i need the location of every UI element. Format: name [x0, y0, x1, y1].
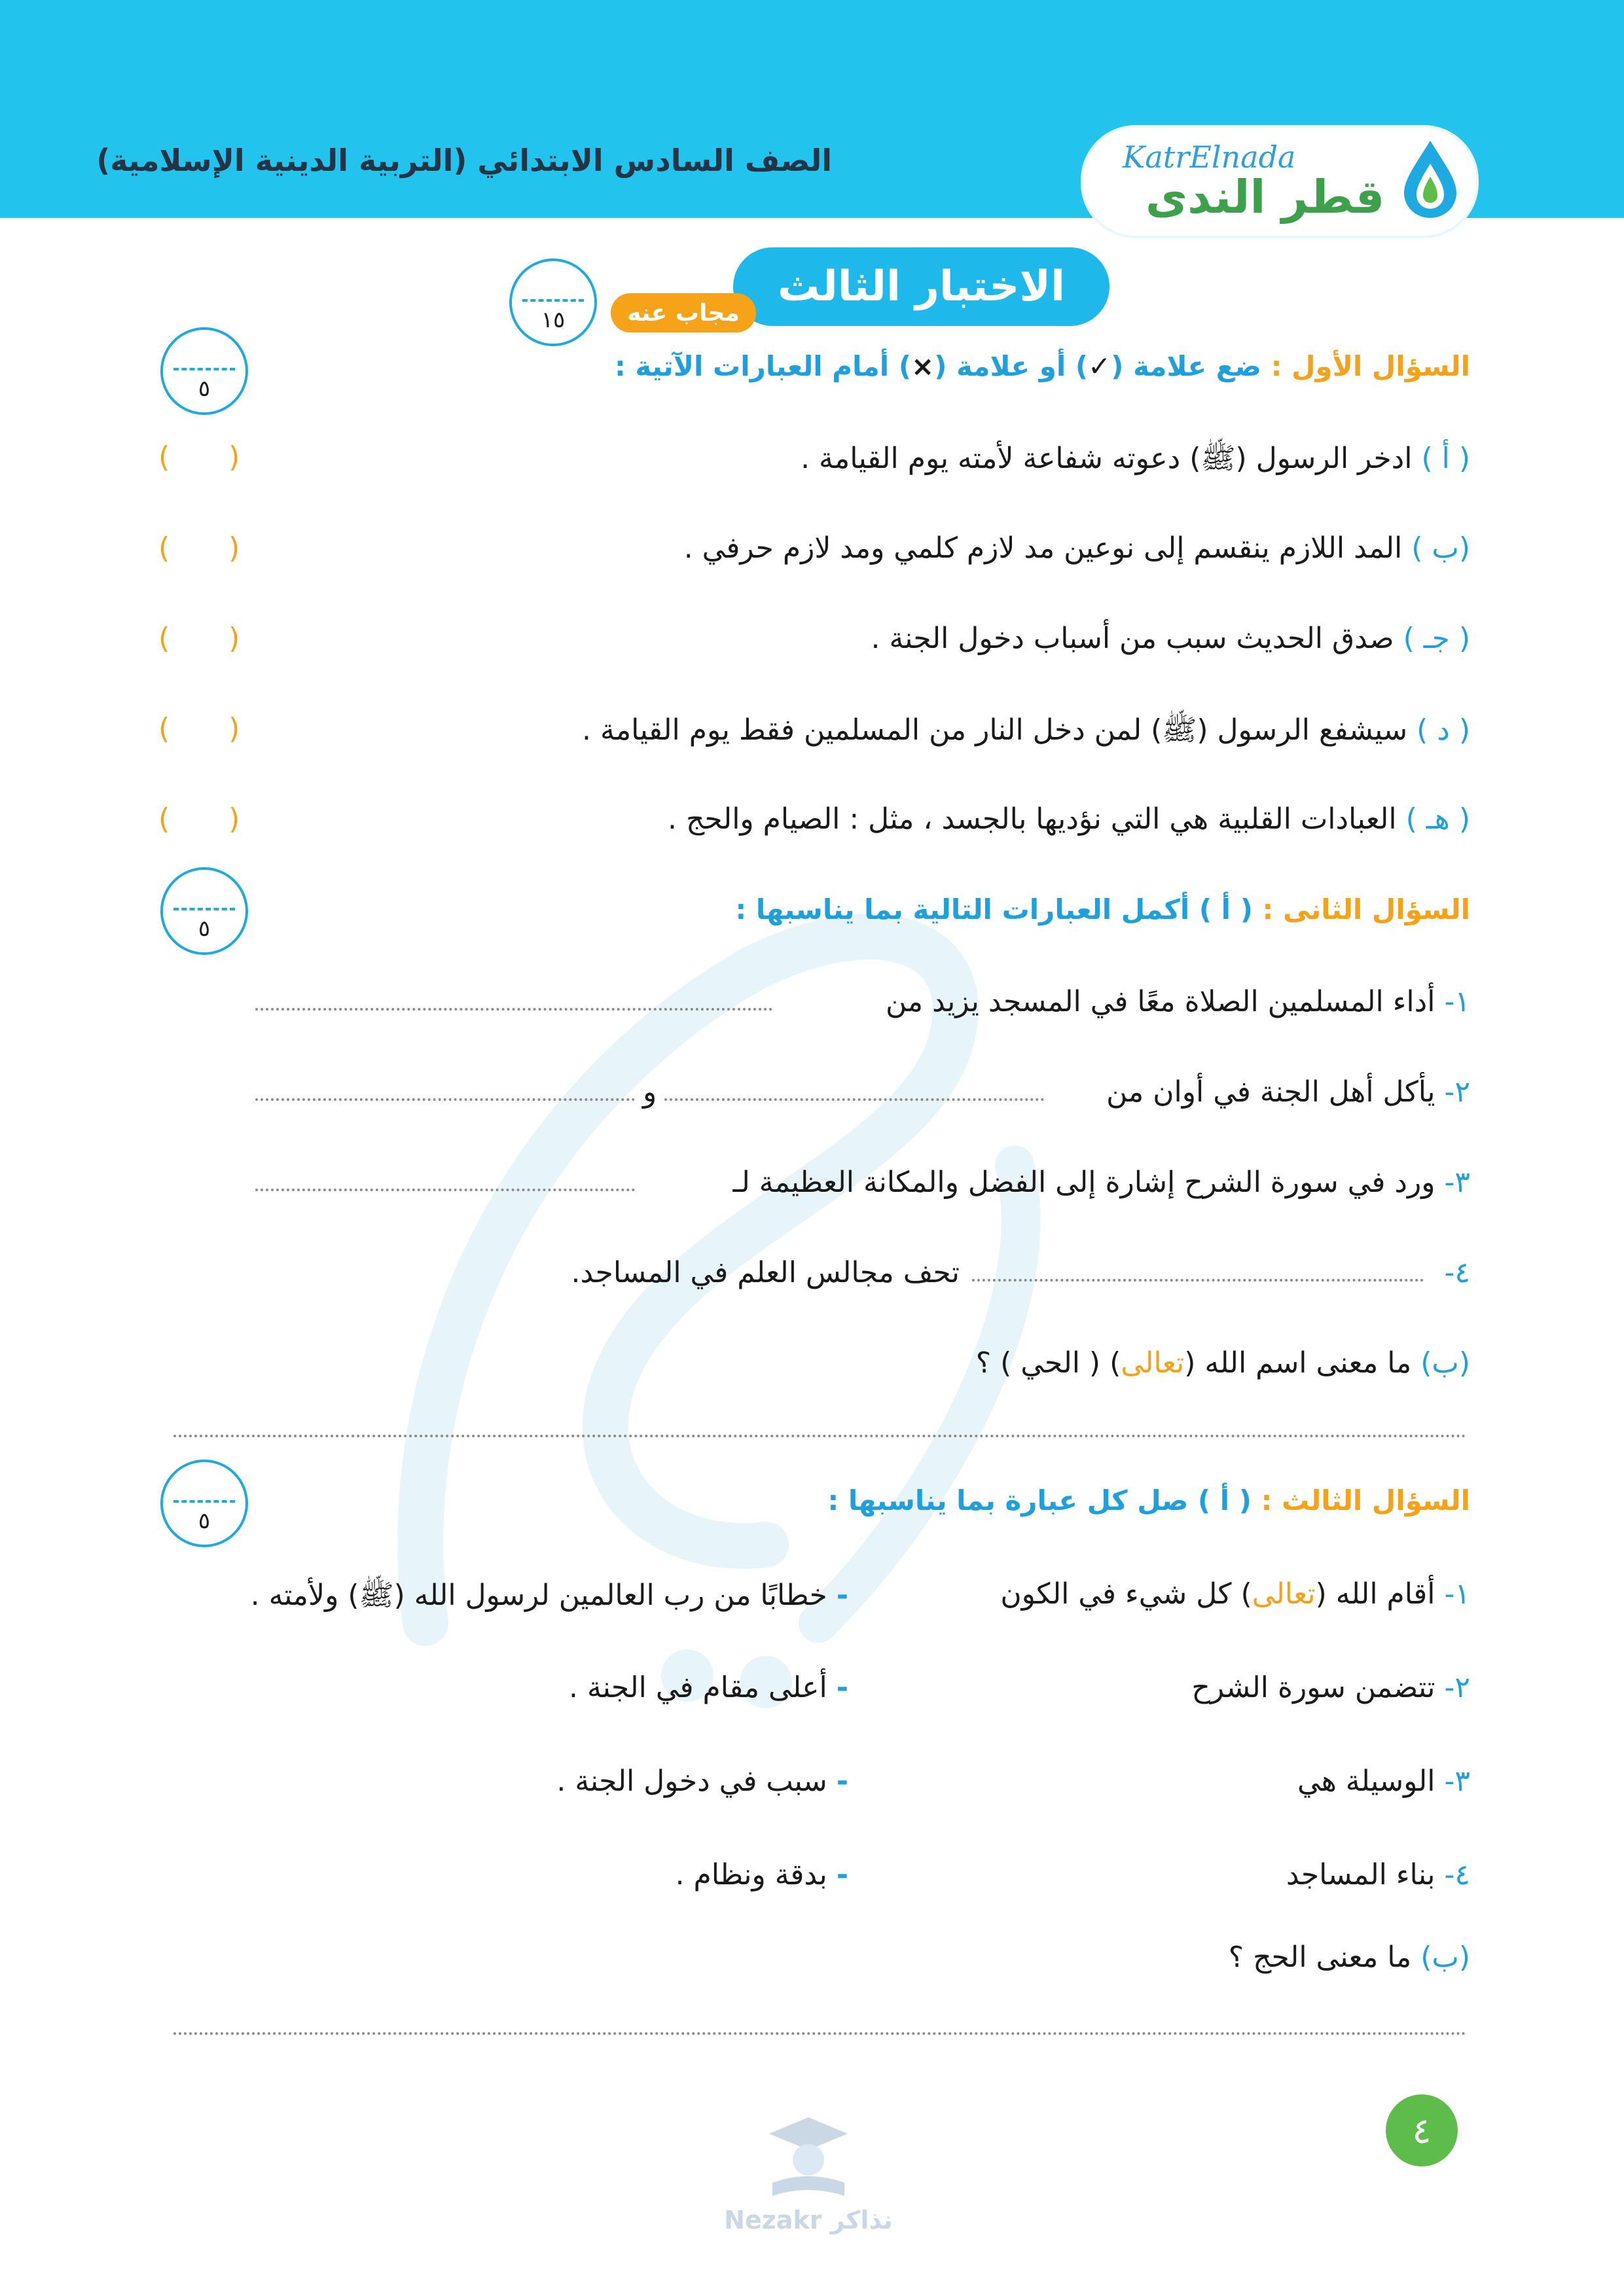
match-right-item [1286, 1858, 1470, 1892]
item-text: خطابًا من رب العالمين لرسول الله (ﷺ) ولأمته . [250, 1579, 827, 1612]
paren: ( [158, 712, 170, 745]
item-text: الوسيلة هي [1297, 1765, 1435, 1798]
q2-label: السؤال الثانى : [1262, 893, 1470, 925]
item-text: سيشفع الرسول (ﷺ) لمن دخل النار من المسلمين فقط يوم القيامة . [582, 713, 1408, 747]
answer-line[interactable] [173, 1435, 1466, 1437]
item-text: ورد في سورة الشرح إشارة إلى الفضل والمكانة العظيمة لـ [732, 1166, 1435, 1199]
item-letter: (ب) [1420, 1941, 1470, 1974]
item-text: بدقة ونظام . [675, 1858, 827, 1892]
q2-item [886, 985, 1470, 1018]
answer-box[interactable] [158, 712, 240, 745]
q1-label: السؤال الأول : [1271, 350, 1470, 382]
item-number: ٤- [1444, 1256, 1470, 1289]
answer-box[interactable] [158, 531, 240, 565]
water-drop-icon [1401, 137, 1460, 219]
item-text: المد اللازم ينقسم إلى نوعين مد لازم كلمي ومد لازم حرفي . [683, 531, 1403, 565]
paren: ( [158, 802, 170, 836]
item-dash: - [836, 1765, 848, 1798]
q1-score: ٥ [198, 376, 211, 402]
item-text: ) كل شيء في الكون [1000, 1577, 1252, 1611]
blank-line[interactable] [664, 1098, 1044, 1101]
q3-b-text: ما معنى الحج ؟ [1228, 1941, 1412, 1974]
answer-box[interactable] [158, 622, 240, 655]
graduation-book-icon [763, 2111, 854, 2202]
conjunction: و [643, 1075, 657, 1109]
q1-instruction-a: ضع علامة ( [1111, 350, 1262, 382]
match-right-item [1191, 1671, 1470, 1704]
q1-heading [615, 350, 1470, 382]
paren: ) [228, 802, 240, 836]
check-mark-icon: ✓ [1088, 350, 1111, 382]
q1-score-circle [160, 327, 248, 415]
q2-b-text-b: ) ( الحي ) ؟ [975, 1346, 1121, 1380]
test-title: الاختبار الثالث [733, 247, 1110, 326]
item-text: ادخر الرسول (ﷺ) دعوته شفاعة لأمته يوم القيامة . [801, 442, 1413, 475]
q1-instruction-c: ) أمام العبارات الآتية : [614, 350, 912, 382]
item-letter: (ب ) [1411, 531, 1470, 565]
item-letter: ( د ) [1416, 713, 1470, 747]
item-text: أقام الله ( [1315, 1577, 1435, 1611]
item-text: بناء المساجد [1286, 1858, 1435, 1892]
footer-brand: Nezakr نذاكر [724, 2206, 893, 2234]
match-right-item [1297, 1765, 1470, 1798]
paren: ) [228, 440, 240, 474]
q1-item [668, 802, 1470, 836]
item-dash: - [836, 1671, 848, 1704]
q2-b-highlight: تعالى [1121, 1346, 1185, 1380]
q1-instruction-b: ) أو علامة ( [934, 350, 1089, 382]
match-left-item [676, 1858, 848, 1892]
answered-badge: مجاب عنه [611, 293, 756, 332]
answer-box[interactable] [158, 802, 240, 836]
item-letter: (ب) [1420, 1346, 1470, 1380]
item-text: يأكل أهل الجنة في أوان من [1106, 1075, 1435, 1109]
item-text: صدق الحديث سبب من أسباب دخول الجنة . [871, 622, 1394, 655]
q2-score: ٥ [198, 916, 211, 942]
item-text: أعلى مقام في الجنة . [569, 1671, 827, 1704]
match-left-item [569, 1671, 848, 1704]
logo-latin-text: KatrElnada [1123, 139, 1296, 175]
item-highlight: تعالى [1252, 1577, 1316, 1611]
q3-heading [827, 1484, 1470, 1516]
paren: ) [228, 531, 240, 565]
item-number: ١- [1444, 985, 1470, 1018]
q1-item [801, 440, 1470, 482]
footer-logo [717, 2111, 900, 2248]
paren: ( [158, 440, 170, 474]
item-number: ١- [1444, 1577, 1470, 1611]
item-text: تتضمن سورة الشرح [1191, 1671, 1435, 1704]
paren: ) [228, 622, 240, 655]
item-letter: ( هـ ) [1405, 802, 1470, 836]
match-left-item [251, 1577, 848, 1619]
blank-line[interactable] [255, 1189, 635, 1191]
blank-line[interactable] [972, 1279, 1424, 1282]
item-letter: ( جـ ) [1403, 622, 1470, 655]
item-text: تحف مجالس العلم في المساجد. [571, 1256, 960, 1289]
q2-b [976, 1346, 1470, 1380]
q2-item [1106, 1075, 1470, 1109]
item-text: سبب في دخول الجنة . [556, 1765, 827, 1798]
q1-item [684, 531, 1470, 565]
q1-item [582, 712, 1470, 754]
paren: ( [158, 531, 170, 565]
paren: ) [228, 712, 240, 745]
paren: ( [158, 622, 170, 655]
item-letter: ( أ ) [1421, 442, 1470, 475]
item-dash: - [836, 1579, 848, 1612]
total-score: ١٥ [541, 307, 566, 333]
total-score-circle [509, 259, 597, 346]
item-text: أداء المسلمين الصلاة معًا في المسجد يزيد من [885, 985, 1435, 1018]
q2-instruction: ( أ ) أكمل العبارات التالية بما يناسبها : [735, 893, 1253, 925]
blank-line[interactable] [255, 1098, 635, 1101]
logo-arabic-text: قطر الندى [1146, 170, 1385, 224]
item-number: ٣- [1444, 1765, 1470, 1798]
item-number: ٣- [1444, 1166, 1470, 1199]
answer-line[interactable] [173, 2032, 1466, 2035]
item-number: ٢- [1444, 1075, 1470, 1109]
q2-item [1444, 1256, 1470, 1289]
q2-score-circle [160, 867, 248, 955]
match-right-item [1000, 1577, 1470, 1611]
item-number: ٢- [1444, 1671, 1470, 1704]
q3-instruction: ( أ ) صل كل عبارة بما يناسبها : [827, 1484, 1252, 1516]
blank-line[interactable] [255, 1008, 772, 1011]
cross-mark-icon: × [911, 350, 935, 382]
q3-b [1229, 1941, 1470, 1974]
header-title: الصف السادس الابتدائي (التربية الدينية الإسلامية) [96, 143, 832, 178]
item-number: ٤- [1444, 1858, 1470, 1892]
q2-b-text-a: ما معنى اسم الله ( [1184, 1346, 1412, 1380]
q3-score: ٥ [198, 1508, 211, 1534]
page-number: ٤ [1386, 2094, 1458, 2166]
q3-score-circle [160, 1460, 248, 1547]
q1-item [871, 622, 1470, 655]
answer-box[interactable] [158, 440, 240, 474]
match-left-item [556, 1765, 848, 1798]
q2-item [732, 1166, 1470, 1199]
item-dash: - [836, 1858, 848, 1892]
q2-heading [736, 893, 1471, 925]
q3-label: السؤال الثالث : [1261, 1484, 1470, 1516]
item-text: العبادات القلبية هي التي نؤديها بالجسد ، مثل : الصيام والحج . [668, 802, 1397, 836]
